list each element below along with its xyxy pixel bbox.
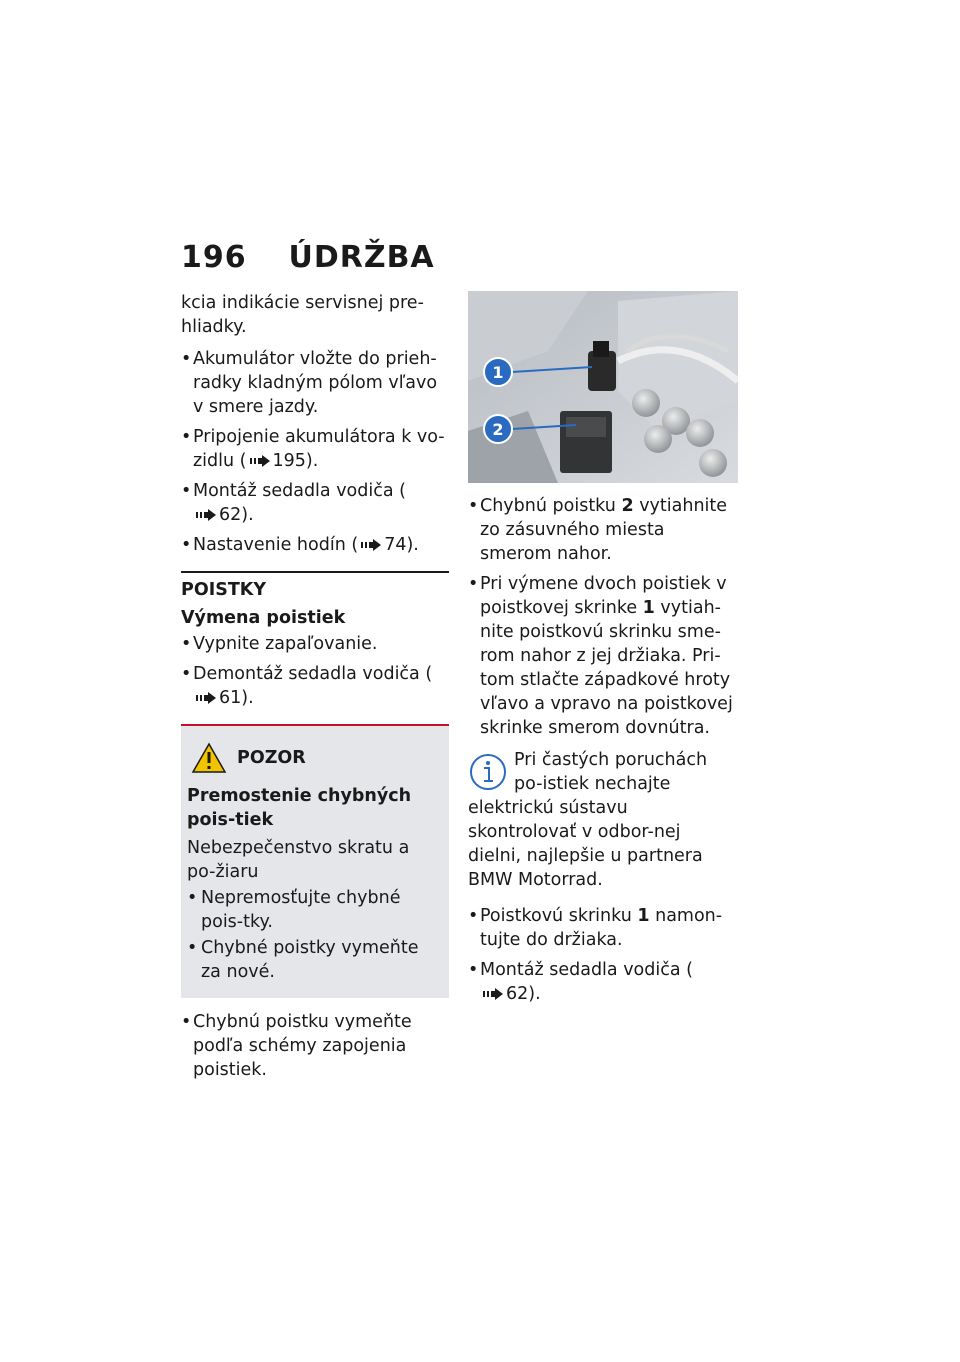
warning-item: • Chybné poistky vymeňte za nové. xyxy=(187,936,443,984)
warning-box xyxy=(181,724,449,998)
fuse-box-photo xyxy=(468,291,738,483)
page-reference-link[interactable]: 62 xyxy=(193,505,241,525)
warning-title: Premostenie chybných pois-tiek xyxy=(187,786,412,830)
page-reference-link[interactable]: 195 xyxy=(247,451,306,471)
page-ref-arrow-icon xyxy=(196,692,216,704)
warning-item: • Nepremosťujte chybné pois-tky. xyxy=(187,886,443,934)
warning-body: Nebezpečenstvo skratu a po-žiaru xyxy=(187,838,410,882)
bullet-clock-setting: • Nastavenie hodín ( 74). xyxy=(181,533,449,557)
bullet-seat-mount: • Montáž sedadla vodiča (62). xyxy=(181,479,449,527)
bullet-ignition-off: • Vypnite zapaľovanie. xyxy=(181,632,449,656)
left-column xyxy=(181,291,449,1088)
info-note-text: Pri častých poruchách po-istiek nechajte elektrickú sústavu skontrolovať v odbor-nej dielni, najlepšie u partnera BMW Motorrad. xyxy=(468,750,708,890)
bullet-battery-connect: • Pripojenie akumulátora k vo-zidlu ( 195). xyxy=(181,425,449,473)
warning-header xyxy=(191,742,443,774)
bullet-battery-insert: • Akumulátor vložte do prieh-radky kladným pólom vľavo v smere jazdy. xyxy=(181,347,449,419)
warning-triangle-icon xyxy=(191,742,227,774)
warning-label: POZOR xyxy=(237,748,306,768)
figure-label-1: 1 xyxy=(492,363,504,382)
bullet-seat-mount-right: • Montáž sedadla vodiča (62). xyxy=(468,958,736,1006)
page-reference-link[interactable]: 62 xyxy=(480,984,528,1004)
page-number: 196 xyxy=(181,240,247,275)
page-reference-link[interactable]: 74 xyxy=(358,535,406,555)
bullet-mount-fusebox: • Poistkovú skrinku 1 namon-tujte do držiaka. xyxy=(468,904,736,952)
info-icon xyxy=(468,752,508,792)
bullet-two-fuses: • Pri výmene dvoch poistiek v poistkovej skrinke 1 vytiah-nite poistkovú skrinku sme-rom nahor z jej držiaka. Pri-tom stlačte západkové hroty vľavo a vpravo na poistkovej skrinke smerom dovnútra. xyxy=(468,572,736,740)
bullet-replace-fuse: • Chybnú poistku vymeňte podľa schémy zapojenia poistiek. xyxy=(181,1010,449,1082)
bullet-pull-fuse: • Chybnú poistku 2 vytiahnite zo zásuvného miesta smerom nahor. xyxy=(468,494,736,566)
right-column xyxy=(468,291,736,1012)
page-header xyxy=(181,240,435,275)
page-reference-link[interactable]: 61 xyxy=(193,688,241,708)
page-ref-arrow-icon xyxy=(483,988,503,1000)
page-ref-arrow-icon xyxy=(196,509,216,521)
info-note xyxy=(468,748,736,892)
section-title: POISTKY xyxy=(181,571,449,602)
figure-label-2: 2 xyxy=(492,420,504,439)
chapter-title: ÚDRŽBA xyxy=(288,240,435,275)
bullet-seat-remove: • Demontáž sedadla vodiča (61). xyxy=(181,662,449,710)
intro-text: kcia indikácie servisnej pre-hliadky. xyxy=(181,293,424,337)
subsection-title: Výmena poistiek xyxy=(181,608,346,628)
page-ref-arrow-icon xyxy=(361,539,381,551)
page-ref-arrow-icon xyxy=(250,455,270,467)
